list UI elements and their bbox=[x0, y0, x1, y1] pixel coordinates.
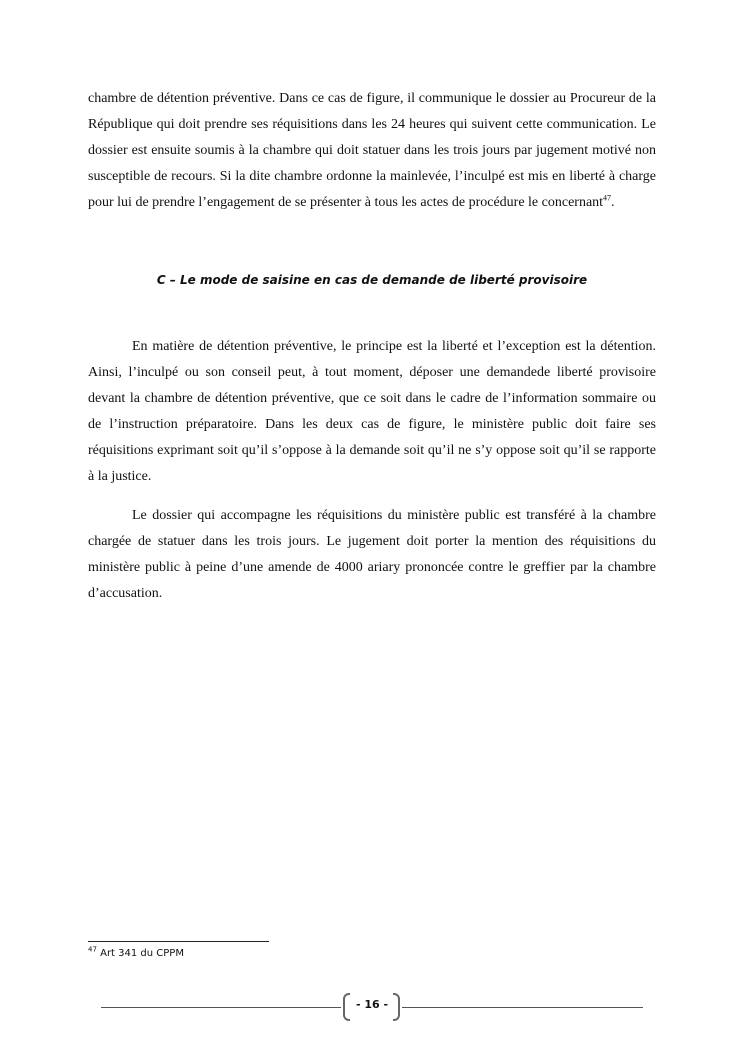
footnote-text: Art 341 du CPPM bbox=[100, 948, 184, 959]
page-number-rule-left bbox=[101, 1007, 341, 1008]
footnote bbox=[88, 945, 184, 959]
page-number-rule-right bbox=[402, 1007, 643, 1008]
paragraph-3: Le dossier qui accompagne les réquisitions du ministère public est transféré à la chambre chargée de statuer dans les trois jours. Le jugement doit porter la mention des réquisitions du ministère public à peine d’une amende de 4000 ariary prononcée contre le greffier par la chambre d’accusation. bbox=[88, 508, 656, 601]
footnote-ref-47[interactable]: 47 bbox=[603, 193, 612, 203]
footnote-separator bbox=[88, 941, 269, 942]
section-heading-c: C – Le mode de saisine en cas de demande de liberté provisoire bbox=[156, 273, 588, 287]
page-number: - 16 - bbox=[355, 998, 389, 1011]
paragraph-1 bbox=[88, 86, 656, 216]
paragraph-2: En matière de détention préventive, le principe est la liberté et l’exception est la détention. Ainsi, l’inculpé ou son conseil peut, à tout moment, déposer une demandede liberté provisoire devant la chambre de détention préventive, que ce soit dans le cadre de l’information sommaire ou de l’instruction préparatoire. Dans les deux cas de figure, le ministère public doit faire ses réquisitions exprimant soit qu’il s’oppose à la demande soit qu’il ne s’y oppose soit qu’il se rapporte à la justice. bbox=[88, 339, 656, 484]
footnote-number: 47 bbox=[88, 945, 97, 954]
page-number-bracket-right bbox=[393, 993, 400, 1021]
page-number-bracket-left bbox=[343, 993, 350, 1021]
page-body bbox=[88, 86, 656, 607]
paragraph-1-text: chambre de détention préventive. Dans ce cas de figure, il communique le dossier au Procureur de la République qui doit prendre ses réquisitions dans les 24 heures qui suivent cette communication. Le dossier est ensuite soumis à la chambre qui doit statuer dans les trois jours par jugement motivé non susceptible de recours. Si la dite chambre ordonne la mainlevée, l’inculpé est mis en liberté à charge pour lui de prendre l’engagement de se présenter à tous les actes de procédure le concernant bbox=[88, 91, 656, 210]
paragraph-1-end: . bbox=[611, 195, 615, 210]
